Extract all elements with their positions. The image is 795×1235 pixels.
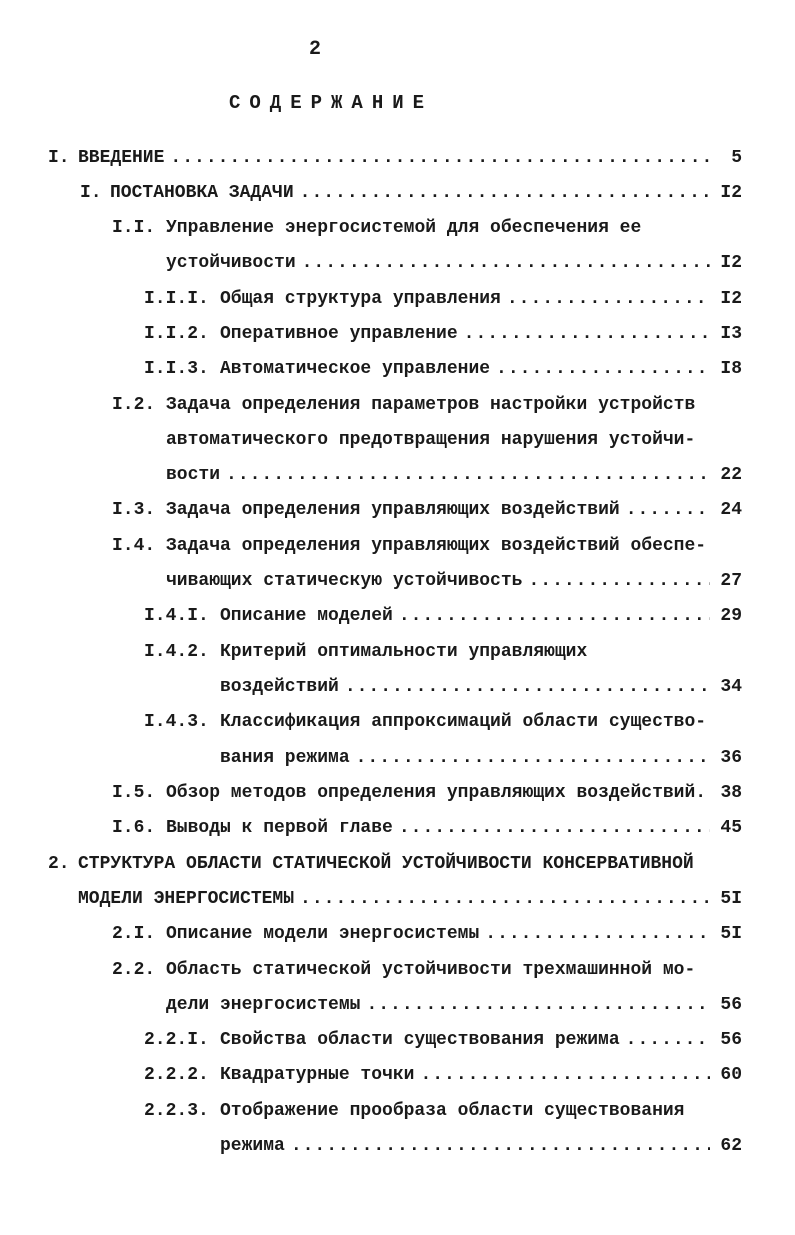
leader-dots — [300, 886, 710, 912]
toc-entry-page: I3 — [720, 324, 742, 344]
toc-entry-text: Управление энергосистемой для обеспечения ее — [166, 218, 642, 238]
leader-dots — [528, 568, 710, 594]
toc-entry-text: Отображение прообраза области существования — [220, 1101, 685, 1121]
toc-entry-continuation — [166, 250, 742, 276]
toc-entry-continuation — [78, 886, 742, 912]
toc-entry — [112, 780, 742, 806]
toc-entry-number: I.I. — [112, 218, 156, 238]
toc-entry-page: 24 — [720, 500, 742, 520]
toc-entry-page: 22 — [720, 465, 742, 485]
toc-entry-number: I.2. — [112, 395, 156, 415]
toc-entry-page: 5I — [720, 889, 742, 909]
toc-entry-page: 34 — [720, 677, 742, 697]
toc-entry-continuation — [166, 568, 742, 594]
leader-dots — [170, 145, 710, 171]
toc-entry-text: ПОСТАНОВКА ЗАДАЧИ — [110, 183, 294, 203]
leader-dots — [291, 1133, 710, 1159]
toc-entry — [144, 1098, 742, 1124]
toc-entry — [144, 603, 742, 629]
toc-entry-continuation — [220, 1133, 742, 1159]
toc-entry-text: Оперативное управление — [220, 324, 458, 344]
toc-entry-page: I2 — [720, 183, 742, 203]
leader-dots — [464, 321, 710, 347]
toc-entry-number: I.6. — [112, 818, 156, 838]
toc-entry-page: 45 — [720, 818, 742, 838]
toc-entry-number: I.I.2. — [144, 324, 209, 344]
toc-entry-continuation — [220, 745, 742, 771]
toc-entry-text: Классификация аппроксимаций области существо- — [220, 712, 707, 732]
toc-entry-text: Обзор методов определения управляющих воздействий. — [166, 783, 707, 803]
toc-entry-number: I.I.3. — [144, 359, 209, 379]
toc-entry-number: I. — [48, 148, 70, 168]
toc-entry — [112, 815, 742, 841]
toc-entry-text: Описание моделей — [220, 606, 393, 626]
leader-dots — [302, 250, 710, 276]
leader-dots — [626, 1027, 710, 1053]
toc-entry-page: I2 — [720, 253, 742, 273]
toc-entry-number: I.3. — [112, 500, 156, 520]
toc-title: СОДЕРЖАНИЕ — [229, 92, 434, 114]
leader-dots — [399, 815, 710, 841]
toc-entry-number: I.4.I. — [144, 606, 209, 626]
leader-dots — [356, 745, 710, 771]
leader-dots — [485, 921, 710, 947]
toc-entry — [144, 286, 742, 312]
toc-entry-number: I.I.I. — [144, 289, 209, 309]
toc-entry-page: 62 — [720, 1136, 742, 1156]
toc-entry-text: Область статической устойчивости трехмашинной мо- — [166, 960, 696, 980]
toc-entry-number: I.5. — [112, 783, 156, 803]
toc-entry — [112, 921, 742, 947]
leader-dots — [496, 356, 710, 382]
toc-entry-number: 2.2.I. — [144, 1030, 209, 1050]
leader-dots — [507, 286, 710, 312]
toc-entry-text: Описание модели энергосистемы — [166, 924, 480, 944]
toc-entry-page: 38 — [720, 783, 743, 803]
leader-dots — [345, 674, 710, 700]
toc-entry-text: МОДЕЛИ ЭНЕРГОСИСТЕМЫ — [78, 889, 295, 909]
toc-entry-text: ВВЕДЕНИЕ — [78, 148, 165, 168]
toc-entry — [144, 1062, 742, 1088]
toc-entry-continuation — [220, 674, 742, 700]
toc-entry-text: режима — [220, 1136, 285, 1156]
toc-entry — [48, 145, 742, 171]
toc-entry — [144, 1027, 742, 1053]
toc-entry-page: I2 — [720, 289, 742, 309]
toc-entry — [112, 957, 742, 983]
toc-entry-page: 60 — [720, 1065, 742, 1085]
page-number: 2 — [308, 38, 321, 61]
toc-entry-text: Свойства области существования режима — [220, 1030, 620, 1050]
toc-entry-text: СТРУКТУРА ОБЛАСТИ СТАТИЧЕСКОЙ УСТОЙЧИВОСТИ КОНСЕРВАТИВНОЙ — [78, 854, 694, 874]
toc-entry-page: I8 — [720, 359, 742, 379]
toc-entry — [112, 497, 742, 523]
toc-entry-continuation — [166, 992, 742, 1018]
leader-dots — [399, 603, 710, 629]
toc-entry-number: 2.I. — [112, 924, 156, 944]
toc-entry-number: 2. — [48, 854, 70, 874]
leader-dots — [626, 497, 710, 523]
leader-dots — [420, 1062, 710, 1088]
toc-entry — [112, 392, 742, 418]
toc-entry-text: Критерий оптимальности управляющих — [220, 642, 588, 662]
toc-entry-number: I.4.3. — [144, 712, 209, 732]
toc-entry — [48, 851, 742, 877]
toc-entry-text: вости — [166, 465, 221, 485]
leader-dots — [226, 462, 710, 488]
toc-entry-number: I. — [80, 183, 102, 203]
toc-entry — [144, 356, 742, 382]
toc-entry-page: 56 — [720, 995, 742, 1015]
toc-entry-text: Задача определения управляющих воздействий — [166, 500, 620, 520]
toc-entry-text: вания режима — [220, 748, 350, 768]
toc-entry-text: автоматического предотвращения нарушения устойчи- — [166, 430, 696, 450]
toc-entry-text: Выводы к первой главе — [166, 818, 393, 838]
toc-entry-page: 29 — [720, 606, 742, 626]
toc-entry-number: 2.2.3. — [144, 1101, 209, 1121]
toc-entry-number: I.4.2. — [144, 642, 209, 662]
toc-entry-text: Общая структура управления — [220, 289, 501, 309]
toc-entry-text: Задача определения управляющих воздействий обеспе- — [166, 536, 707, 556]
toc-entry-page: 5 — [731, 148, 742, 168]
toc-entry-text: Квадратурные точки — [220, 1065, 415, 1085]
toc-entry-number: I.4. — [112, 536, 156, 556]
leader-dots — [300, 180, 710, 206]
toc-entry-page: 36 — [720, 748, 742, 768]
toc-entry-text: дели энергосистемы — [166, 995, 361, 1015]
toc-entry-continuation — [166, 462, 742, 488]
leader-dots — [366, 992, 710, 1018]
toc-entry — [112, 533, 742, 559]
toc-entry-number: 2.2.2. — [144, 1065, 209, 1085]
toc-entry-text: воздействий — [220, 677, 339, 697]
toc-entry-number: 2.2. — [112, 960, 156, 980]
toc-entry-page: 5I — [720, 924, 742, 944]
toc-entry-text: Задача определения параметров настройки устройств — [166, 395, 696, 415]
toc-entry-continuation — [166, 427, 742, 453]
toc-entry-page: 27 — [720, 571, 742, 591]
toc-entry — [112, 215, 742, 241]
toc-entry-text: устойчивости — [166, 253, 296, 273]
toc-entry — [80, 180, 742, 206]
toc-entry-text: чивающих статическую устойчивость — [166, 571, 523, 591]
toc-entry-page: 56 — [720, 1030, 742, 1050]
toc-entry — [144, 639, 742, 665]
toc-entry — [144, 709, 742, 735]
toc-entry-text: Автоматическое управление — [220, 359, 491, 379]
toc-entry — [144, 321, 742, 347]
